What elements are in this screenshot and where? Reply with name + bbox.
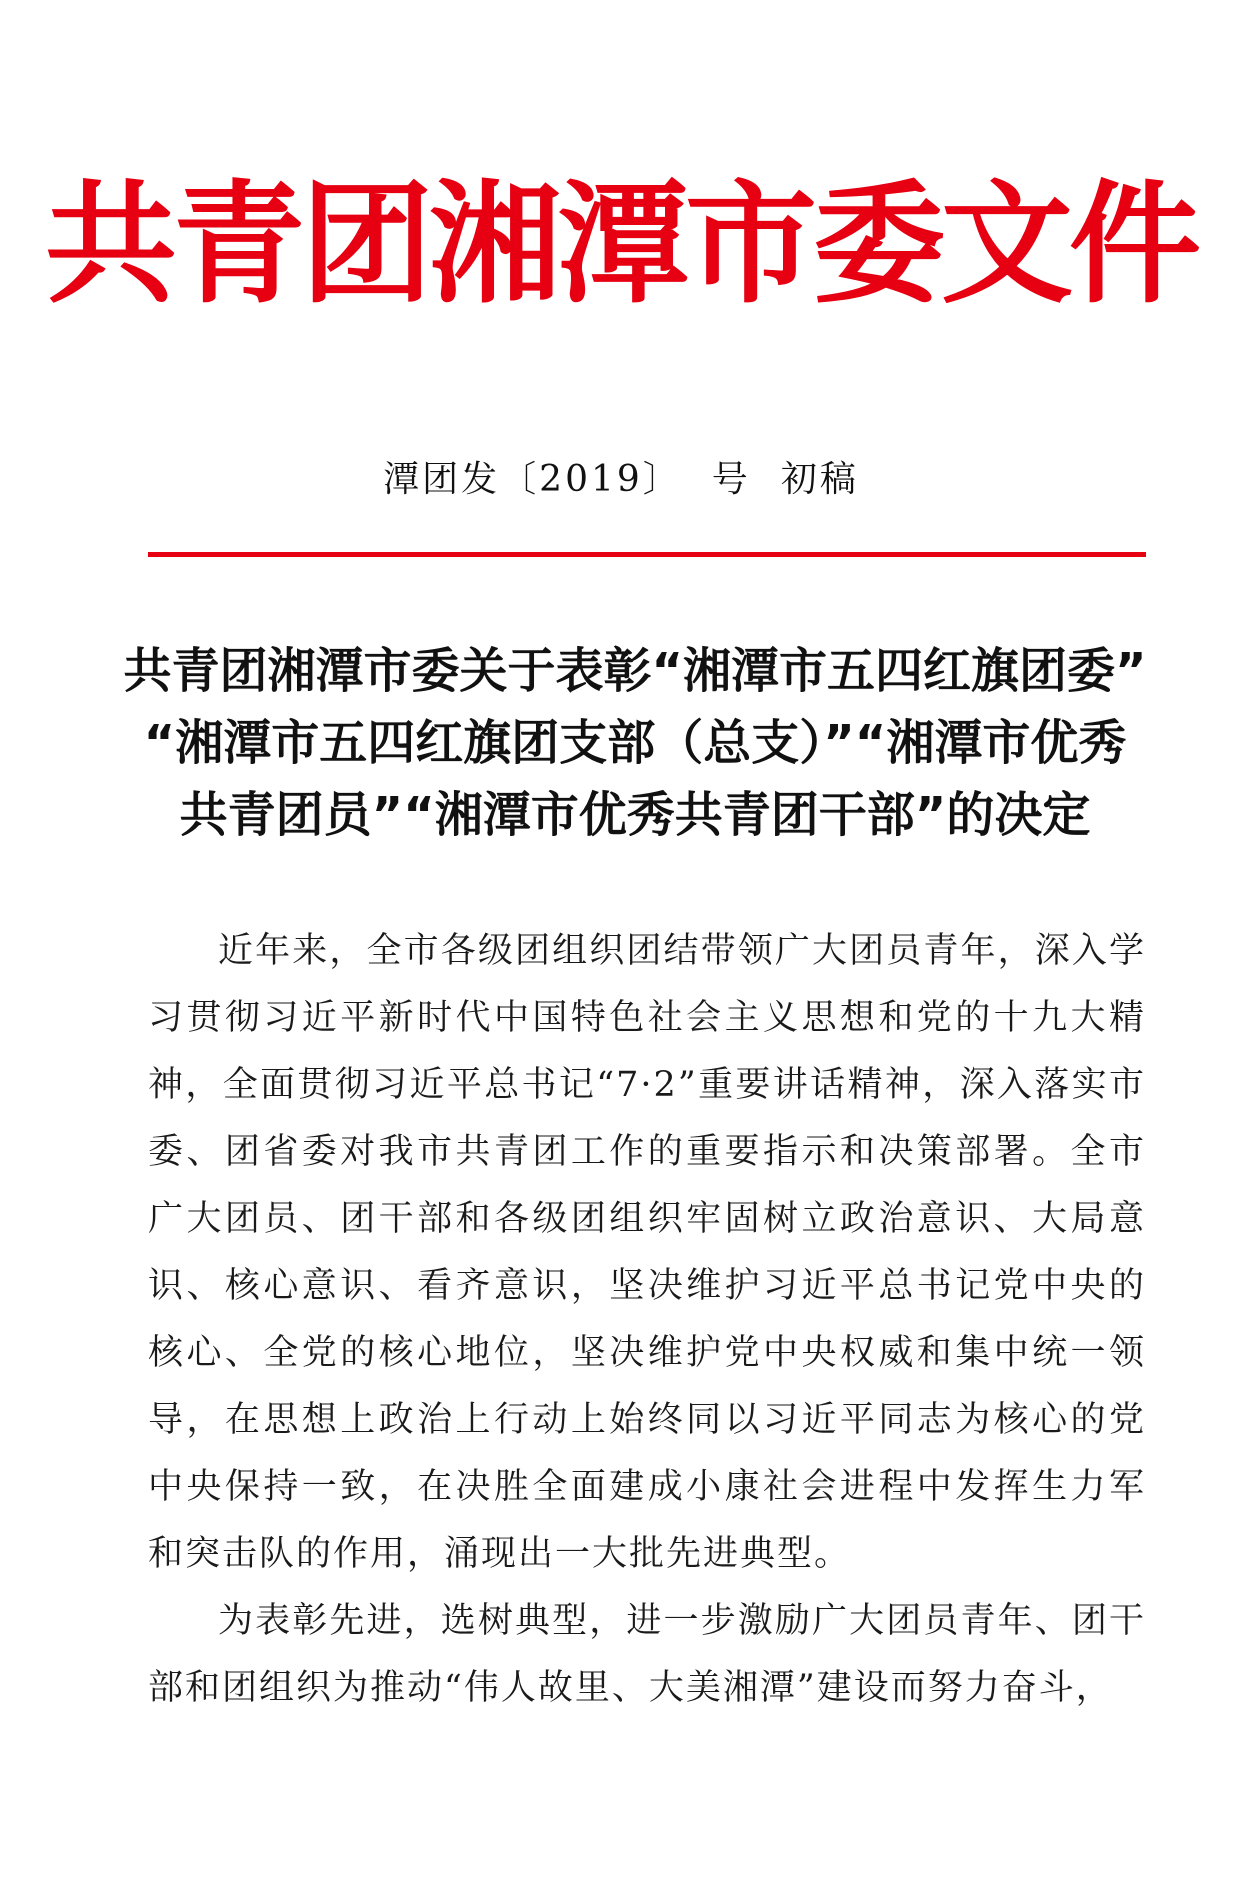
document-heading bbox=[120, 635, 1150, 851]
body-paragraph: 为表彰先进，选树典型，进一步激励广大团员青年、团干部和团组织为推动“伟人故里、大美湘潭”建设而努力奋斗， bbox=[148, 1601, 1146, 1708]
document-number-code: 潭团发〔2019〕 bbox=[383, 459, 682, 500]
heading-line: “湘潭市五四红旗团支部（总支）”“湘潭市优秀 bbox=[143, 715, 1127, 771]
red-separator-line bbox=[148, 552, 1146, 557]
body-paragraph: 近年来，全市各级团组织团结带领广大团员青年，深入学习贯彻习近平新时代中国特色社会主义思想和党的十九大精神，全面贯彻习近平总书记“7·2”重要讲话精神，深入落实市委、团省委对我市共青团工作的重要指示和决策部署。全市广大团员、团干部和各级团组织牢固树立政治意识、大局意识、核心意识、看齐意识，坚决维护习近平总书记党中央的核心、全党的核心地位，坚决维护党中央权威和集中统一领导，在思想上政治上行动上始终同以习近平同志为核心的党中央保持一致，在决胜全面建成小康社会进程中发挥生力军和突击队的作用，涌现出一大批先进典型。 bbox=[148, 931, 1146, 1574]
document-number-suffix: 号 bbox=[711, 459, 751, 500]
document-header-title: 共青团湘潭市委文件 bbox=[45, 168, 1197, 322]
document-number-line bbox=[0, 455, 1242, 505]
heading-line: 共青团湘潭市委关于表彰“湘潭市五四红旗团委” bbox=[123, 643, 1147, 699]
document-status: 初稿 bbox=[780, 459, 859, 500]
document-body bbox=[148, 918, 1146, 1722]
heading-line: 共青团员”“湘潭市优秀共青团干部”的决定 bbox=[179, 787, 1091, 843]
